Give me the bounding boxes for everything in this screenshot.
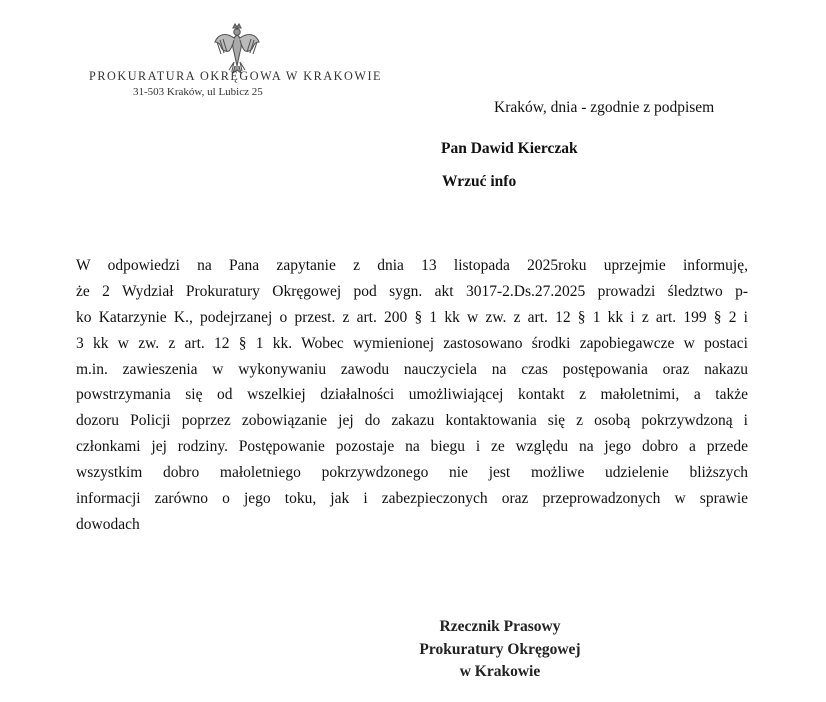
body-line: ko Katarzynie K., podejrzanej o przest. z art. 200 § 1 kk w zw. z art. 12 § 1 kk i z art. 199 § 2 i — [76, 308, 748, 326]
subject-line: Wrzuć info — [442, 173, 517, 190]
body-line: dowodach — [76, 515, 140, 533]
body-line: powstrzymania się od wszelkiej działalności umożliwiającej kontakt z małoletnimi, a także — [76, 386, 748, 404]
body-line: członkami jej rodziny. Postępowanie pozostaje na biegu i ze względu na jego dobro a przede — [76, 438, 748, 456]
institution-address: 31-503 Kraków, ul Lubicz 25 — [133, 86, 263, 98]
signature-block — [380, 616, 620, 684]
body-line: m.in. zawieszenia w wykonywaniu zawodu nauczyciela na czas postępowania oraz nakazu — [76, 360, 748, 378]
body-line: 3 kk w zw. z art. 12 § 1 kk. Wobec wymienionej zastosowano środki zapobiegawcze w postaci — [76, 334, 748, 352]
polish-eagle-emblem-icon — [212, 22, 262, 74]
signature-city: w Krakowie — [459, 663, 541, 680]
body-line: informacji zarówno o jego toku, jak i zabezpieczonych oraz przeprowadzonych w sprawie — [76, 490, 748, 508]
body-line: wszystkim dobro małoletniego pokrzywdzonego nie jest możliwe udzielenie bliższych — [76, 464, 748, 482]
body-line: dozoru Policji poprzez zobowiązanie jej do zakazu kontaktowania się z osobą pokrzywdzoną i — [76, 412, 748, 430]
recipient-name: Pan Dawid Kierczak — [441, 140, 578, 157]
body-line: W odpowiedzi na Pana zapytanie z dnia 13 listopada 2025roku uprzejmie informuję, — [76, 257, 748, 274]
letter-body — [76, 253, 748, 538]
signature-title: Rzecznik Prasowy — [439, 618, 561, 635]
body-line: że 2 Wydział Prokuratury Okręgowej pod sygn. akt 3017-2.Ds.27.2025 prowadzi śledztwo p- — [76, 282, 748, 300]
place-date: Kraków, dnia - zgodnie z podpisem — [494, 99, 715, 116]
signature-office: Prokuratury Okręgowej — [419, 640, 581, 658]
institution-name: PROKURATURA OKRĘGOWA W KRAKOWIE — [89, 69, 383, 83]
